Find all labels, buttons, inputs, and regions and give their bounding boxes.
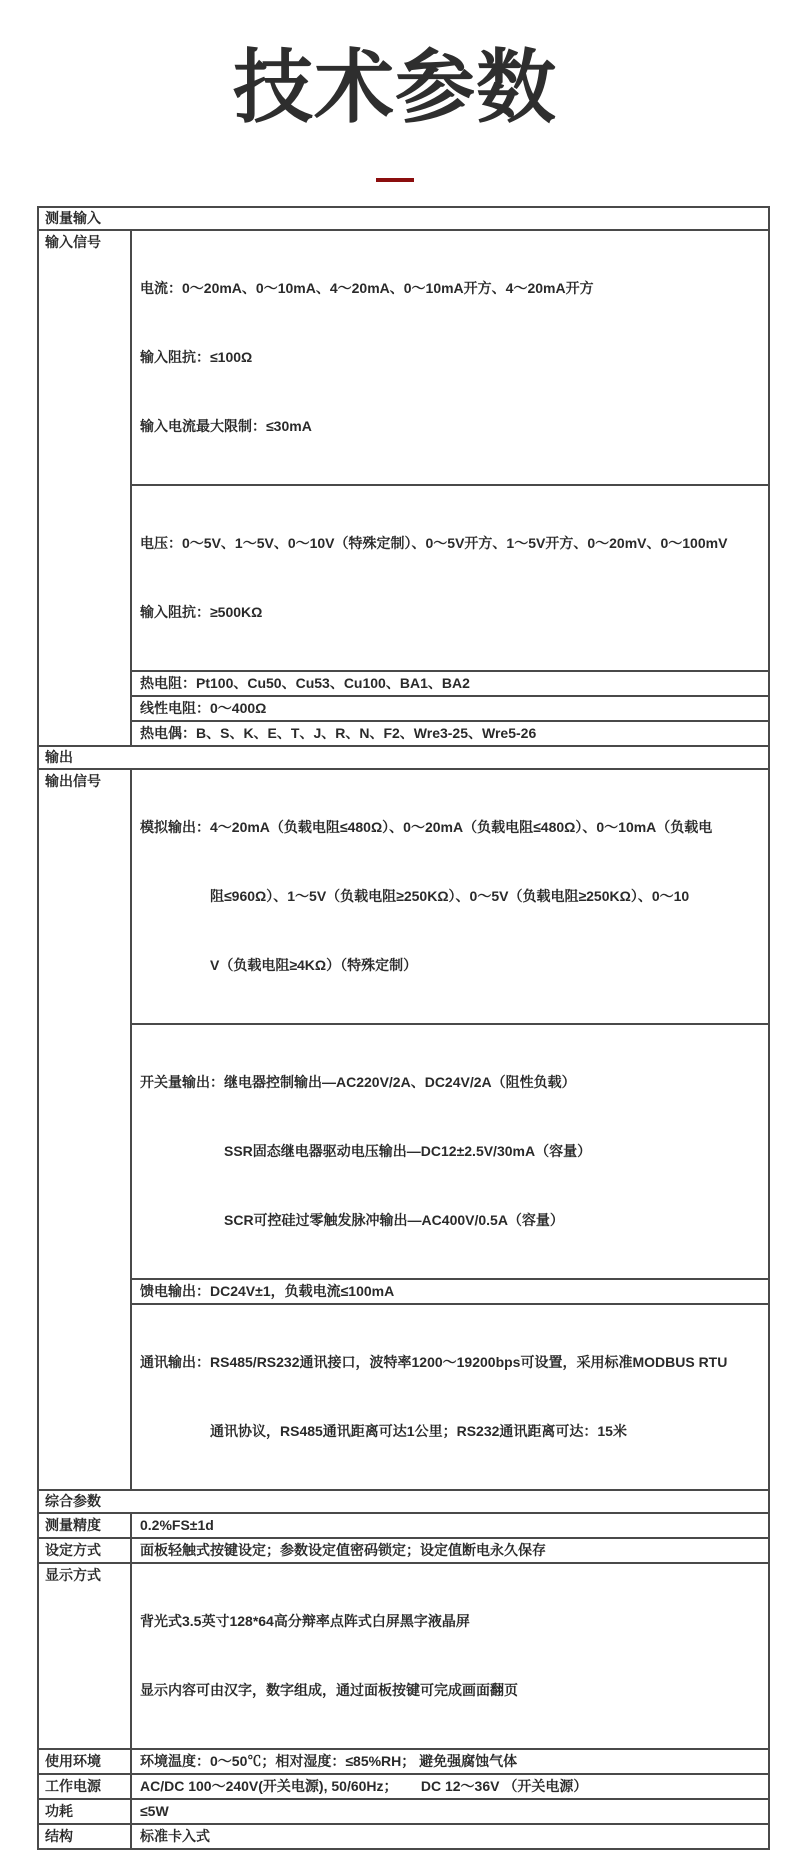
table-row-thermocouple	[38, 721, 769, 746]
row-label-power-consumption: 功耗	[38, 1799, 131, 1824]
spec-line-display-1: 背光式3.5英寸128*64高分辩率点阵式白屏黑字液晶屏	[140, 1613, 470, 1629]
spec-line-current: 电流：0～20mA、0～10mA、4～20mA、0～10mA开方、4～20mA开方	[140, 280, 594, 296]
spec-line-analog-1: 模拟输出：4～20mA（负载电阻≤480Ω）、0～20mA（负载电阻≤480Ω）、0～10mA（负载电	[140, 819, 713, 835]
spec-line-switch-1: 开关量输出：继电器控制输出—AC220V/2A、DC24V/2A（阻性负载）	[140, 1074, 576, 1090]
row-label-structure: 结构	[38, 1824, 131, 1849]
table-row-input-signal	[38, 230, 769, 485]
row-label-display: 显示方式	[38, 1563, 131, 1749]
cell-setting: 面板轻触式按键设定；参数设定值密码锁定；设定值断电永久保存	[131, 1538, 769, 1563]
spec-line-voltage-impedance: 输入阻抗：≥500KΩ	[140, 604, 263, 620]
row-label-environment: 使用环境	[38, 1749, 131, 1774]
row-label-accuracy: 测量精度	[38, 1513, 131, 1538]
cell-rtd: 热电阻：Pt100、Cu50、Cu53、Cu100、BA1、BA2	[131, 671, 769, 696]
cell-comm-output	[131, 1304, 769, 1490]
section-row-measure-input	[38, 207, 769, 230]
table-row-display	[38, 1563, 769, 1749]
row-label-power-supply: 工作电源	[38, 1774, 131, 1799]
cell-analog-output	[131, 769, 769, 1024]
cell-input-voltage	[131, 485, 769, 671]
cell-input-current	[131, 230, 769, 485]
section-header-output: 输出	[38, 746, 769, 769]
table-row-rtd	[38, 671, 769, 696]
section-row-output	[38, 746, 769, 769]
spec-line-display-2: 显示内容可由汉字，数字组成，通过面板按键可完成画面翻页	[140, 1682, 518, 1698]
section-header-measure-input: 测量输入	[38, 207, 769, 230]
cell-accuracy: 0.2%FS±1d	[131, 1513, 769, 1538]
table-row-setting	[38, 1538, 769, 1563]
spec-line-switch-3: SCR可控硅过零触发脉冲输出—AC400V/0.5A（容量）	[224, 1212, 564, 1228]
spec-line-voltage: 电压：0～5V、1～5V、0～10V（特殊定制）、0～5V开方、1～5V开方、0～20mV、0～100mV	[140, 535, 728, 551]
table-row-linear-resistance	[38, 696, 769, 721]
table-row-analog-output	[38, 769, 769, 1024]
cell-power-supply: AC/DC 100～240V(开关电源), 50/60Hz； DC 12～36V （开关电源）	[131, 1774, 769, 1799]
cell-power-consumption: ≤5W	[131, 1799, 769, 1824]
cell-environment: 环境温度：0～50℃；相对湿度：≤85%RH； 避免强腐蚀气体	[131, 1749, 769, 1774]
spec-line-analog-2: 阻≤960Ω）、1～5V（负载电阻≥250KΩ）、0～5V（负载电阻≥250KΩ）、0～10	[210, 888, 690, 904]
page	[0, 43, 790, 1850]
spec-line-max-current-limit: 输入电流最大限制：≤30mA	[140, 418, 312, 434]
table-row-comm-output	[38, 1304, 769, 1490]
cell-display	[131, 1563, 769, 1749]
cell-thermocouple: 热电偶：B、S、K、E、T、J、R、N、F2、Wre3-25、Wre5-26	[131, 721, 769, 746]
spec-line-input-impedance: 输入阻抗：≤100Ω	[140, 349, 253, 365]
table-row-power-consumption	[38, 1799, 769, 1824]
table-row-switch-output	[38, 1024, 769, 1279]
table-row-environment	[38, 1749, 769, 1774]
cell-switch-output	[131, 1024, 769, 1279]
cell-structure: 标准卡入式	[131, 1824, 769, 1849]
table-row-structure	[38, 1824, 769, 1849]
row-label-input-signal: 输入信号	[38, 230, 131, 746]
section-row-general	[38, 1490, 769, 1513]
page-title: 技术参数	[233, 43, 557, 132]
spec-line-comm-2: 通讯协议，RS485通讯距离可达1公里；RS232通讯距离可达：15米	[210, 1423, 627, 1439]
accent-divider	[376, 178, 414, 182]
table-row-input-voltage	[38, 485, 769, 671]
cell-linear-resistance: 线性电阻：0～400Ω	[131, 696, 769, 721]
spec-table	[37, 206, 770, 1850]
row-label-setting: 设定方式	[38, 1538, 131, 1563]
section-header-general: 综合参数	[38, 1490, 769, 1513]
table-row-feed-output	[38, 1279, 769, 1304]
table-row-power-supply	[38, 1774, 769, 1799]
cell-feed-output: 馈电输出：DC24V±1，负载电流≤100mA	[131, 1279, 769, 1304]
row-label-output-signal: 输出信号	[38, 769, 131, 1490]
spec-line-switch-2: SSR固态继电器驱动电压输出—DC12±2.5V/30mA（容量）	[224, 1143, 592, 1159]
spec-line-comm-1: 通讯输出：RS485/RS232通讯接口，波特率1200～19200bps可设置，采用标准MODBUS RTU	[140, 1354, 728, 1370]
spec-line-analog-3: V（负载电阻≥4KΩ）（特殊定制）	[210, 957, 418, 973]
table-row-accuracy	[38, 1513, 769, 1538]
